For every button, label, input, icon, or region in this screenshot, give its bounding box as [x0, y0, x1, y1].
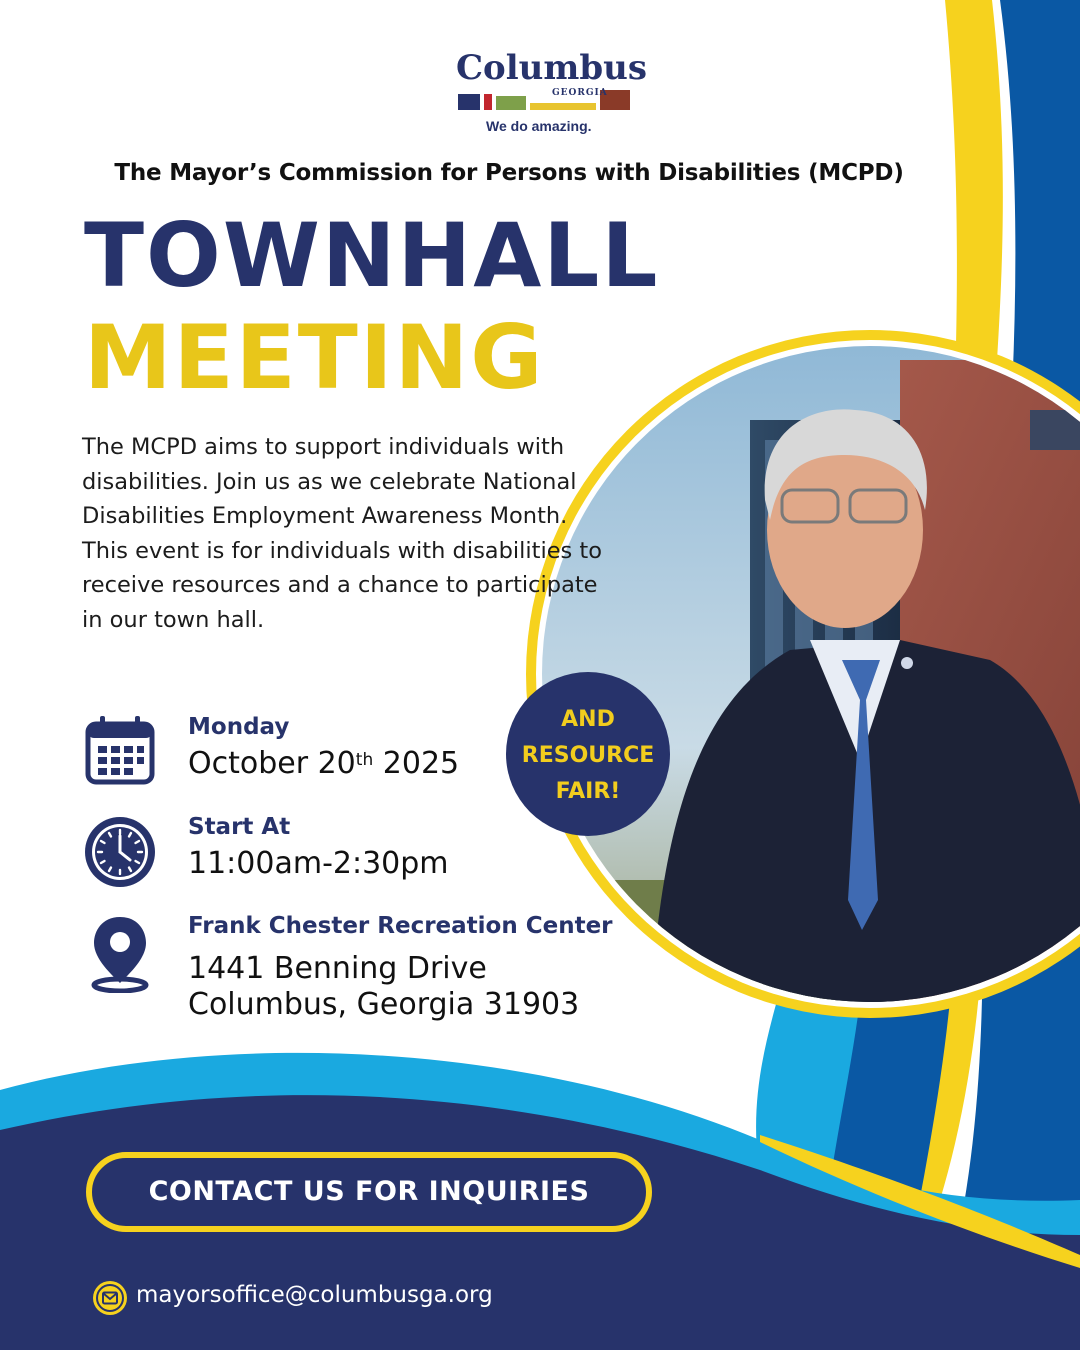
- commission-subtitle: The Mayor’s Commission for Persons with Disabilities (MCPD): [114, 160, 904, 186]
- columbus-logo: [456, 48, 647, 138]
- resource-fair-badge: [506, 672, 670, 836]
- logo-tagline: We do amazing.: [486, 118, 592, 134]
- date-value: [188, 746, 459, 782]
- time-value: 11:00am-2:30pm: [188, 846, 449, 881]
- calendar-icon: [80, 714, 160, 794]
- badge-line1: AND: [561, 707, 615, 732]
- date-year: 2025: [382, 746, 460, 781]
- badge-line3: FAIR!: [555, 779, 621, 804]
- location-pin-icon: [80, 913, 160, 993]
- logo-state: GEORGIA: [552, 88, 608, 98]
- address-line2: Columbus, Georgia 31903: [188, 987, 580, 1022]
- envelope-icon: [92, 1280, 128, 1316]
- title-meeting: MEETING: [84, 306, 545, 409]
- date-ordinal: th: [355, 750, 374, 770]
- address-line1: 1441 Benning Drive: [188, 951, 487, 986]
- contact-us-button[interactable]: CONTACT US FOR INQUIRIES: [86, 1152, 652, 1232]
- time-label: Start At: [188, 814, 291, 840]
- badge-line2: RESOURCE: [521, 743, 655, 768]
- intro-paragraph: The MCPD aims to support individuals with disabilities. Join us as we celebrate National Disabilities Employment Awareness Month. This event is for individuals with disabilities to receive resources and a chance to participate in our town hall.: [82, 434, 602, 633]
- email-address[interactable]: mayorsoffice@columbusga.org: [136, 1282, 493, 1308]
- venue-label: Frank Chester Recreation Center: [188, 913, 613, 939]
- date-label: Monday: [188, 714, 290, 740]
- clock-icon: [80, 814, 160, 894]
- date-day: October 20: [188, 746, 356, 781]
- title-townhall: TOWNHALL: [84, 204, 660, 307]
- logo-wordmark: Columbus: [456, 48, 647, 88]
